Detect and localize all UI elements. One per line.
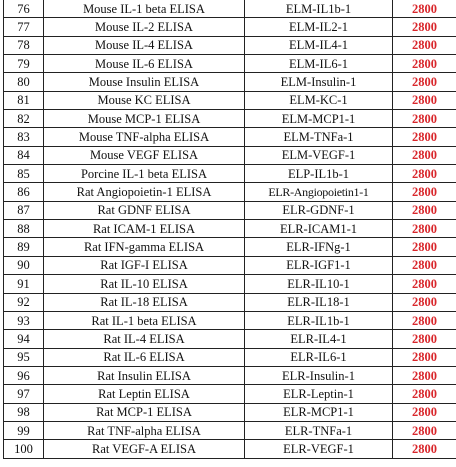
price-cell: 2800 (393, 201, 456, 219)
table-row (4, 256, 456, 274)
product-name-cell: Mouse KC ELISA (44, 91, 245, 109)
row-number-cell: 87 (4, 201, 44, 219)
row-number-cell: 93 (4, 311, 44, 329)
catalog-number-cell: ELR-IL10-1 (245, 275, 393, 293)
product-name-cell: Rat IL-6 ELISA (44, 348, 245, 366)
product-name-cell: Mouse IL-6 ELISA (44, 55, 245, 73)
catalog-number-cell: ELR-IL18-1 (245, 293, 393, 311)
catalog-number-cell: ELR-IGF1-1 (245, 256, 393, 274)
row-number-cell: 80 (4, 73, 44, 91)
product-price-table (3, 0, 456, 459)
catalog-number-cell: ELM-VEGF-1 (245, 146, 393, 164)
table-row (4, 440, 456, 458)
product-name-cell: Rat IL-10 ELISA (44, 275, 245, 293)
price-cell: 2800 (393, 91, 456, 109)
catalog-number-cell: ELR-ICAM1-1 (245, 220, 393, 238)
catalog-number-cell: ELR-VEGF-1 (245, 440, 393, 458)
row-number-cell: 81 (4, 91, 44, 109)
table-row (4, 110, 456, 128)
product-name-cell: Rat VEGF-A ELISA (44, 440, 245, 458)
product-name-cell: Rat ICAM-1 ELISA (44, 220, 245, 238)
product-name-cell: Rat IL-4 ELISA (44, 330, 245, 348)
table-row (4, 18, 456, 36)
price-cell: 2800 (393, 275, 456, 293)
price-cell: 2800 (393, 421, 456, 439)
product-name-cell: Rat IGF-I ELISA (44, 256, 245, 274)
product-name-cell: Rat Insulin ELISA (44, 366, 245, 384)
price-cell: 2800 (393, 183, 456, 201)
catalog-number-cell: ELM-IL6-1 (245, 55, 393, 73)
catalog-number-cell: ELR-GDNF-1 (245, 201, 393, 219)
product-name-cell: Rat Leptin ELISA (44, 385, 245, 403)
table-row (4, 275, 456, 293)
table-row (4, 238, 456, 256)
row-number-cell: 89 (4, 238, 44, 256)
table-row (4, 165, 456, 183)
row-number-cell: 99 (4, 421, 44, 439)
row-number-cell: 96 (4, 366, 44, 384)
row-number-cell: 100 (4, 440, 44, 458)
product-name-cell: Mouse IL-2 ELISA (44, 18, 245, 36)
table-row (4, 385, 456, 403)
price-cell: 2800 (393, 366, 456, 384)
row-number-cell: 88 (4, 220, 44, 238)
row-number-cell: 95 (4, 348, 44, 366)
table-body (4, 0, 456, 458)
table-row (4, 220, 456, 238)
row-number-cell: 91 (4, 275, 44, 293)
row-number-cell: 78 (4, 36, 44, 54)
product-name-cell: Rat IFN-gamma ELISA (44, 238, 245, 256)
price-cell: 2800 (393, 128, 456, 146)
row-number-cell: 82 (4, 110, 44, 128)
catalog-number-cell: ELM-IL1b-1 (245, 0, 393, 18)
price-cell: 2800 (393, 18, 456, 36)
price-cell: 2800 (393, 440, 456, 458)
table-row (4, 0, 456, 18)
price-cell: 2800 (393, 403, 456, 421)
table-row (4, 55, 456, 73)
price-cell: 2800 (393, 165, 456, 183)
price-cell: 2800 (393, 238, 456, 256)
catalog-number-cell: ELM-KC-1 (245, 91, 393, 109)
price-cell: 2800 (393, 256, 456, 274)
row-number-cell: 98 (4, 403, 44, 421)
table-row (4, 311, 456, 329)
price-cell: 2800 (393, 293, 456, 311)
catalog-number-cell: ELM-IL4-1 (245, 36, 393, 54)
catalog-number-cell: ELR-MCP1-1 (245, 403, 393, 421)
table-row (4, 91, 456, 109)
table-row (4, 293, 456, 311)
price-cell: 2800 (393, 55, 456, 73)
product-name-cell: Rat MCP-1 ELISA (44, 403, 245, 421)
catalog-number-cell: ELP-IL1b-1 (245, 165, 393, 183)
catalog-number-cell: ELR-TNFa-1 (245, 421, 393, 439)
product-name-cell: Mouse IL-1 beta ELISA (44, 0, 245, 18)
row-number-cell: 85 (4, 165, 44, 183)
table-row (4, 183, 456, 201)
catalog-number-cell: ELR-IL1b-1 (245, 311, 393, 329)
table-row (4, 128, 456, 146)
row-number-cell: 97 (4, 385, 44, 403)
row-number-cell: 76 (4, 0, 44, 18)
product-name-cell: Rat IL-1 beta ELISA (44, 311, 245, 329)
price-cell: 2800 (393, 0, 456, 18)
price-cell: 2800 (393, 110, 456, 128)
table-row (4, 36, 456, 54)
product-name-cell: Rat TNF-alpha ELISA (44, 421, 245, 439)
product-name-cell: Mouse MCP-1 ELISA (44, 110, 245, 128)
price-cell: 2800 (393, 146, 456, 164)
catalog-number-cell: ELR-Insulin-1 (245, 366, 393, 384)
catalog-number-cell: ELM-MCP1-1 (245, 110, 393, 128)
price-cell: 2800 (393, 220, 456, 238)
product-name-cell: Mouse Insulin ELISA (44, 73, 245, 91)
catalog-number-cell: ELR-IL6-1 (245, 348, 393, 366)
table-row (4, 73, 456, 91)
row-number-cell: 94 (4, 330, 44, 348)
row-number-cell: 79 (4, 55, 44, 73)
row-number-cell: 92 (4, 293, 44, 311)
product-name-cell: Mouse IL-4 ELISA (44, 36, 245, 54)
table-row (4, 201, 456, 219)
product-name-cell: Mouse TNF-alpha ELISA (44, 128, 245, 146)
table-row (4, 366, 456, 384)
table-row (4, 348, 456, 366)
catalog-number-cell: ELR-IFNg-1 (245, 238, 393, 256)
catalog-number-cell: ELM-TNFa-1 (245, 128, 393, 146)
price-cell: 2800 (393, 330, 456, 348)
table-row (4, 146, 456, 164)
table-row (4, 403, 456, 421)
catalog-number-cell: ELR-Leptin-1 (245, 385, 393, 403)
catalog-number-cell: ELM-Insulin-1 (245, 73, 393, 91)
product-name-cell: Rat GDNF ELISA (44, 201, 245, 219)
price-cell: 2800 (393, 73, 456, 91)
table-row (4, 330, 456, 348)
product-name-cell: Rat IL-18 ELISA (44, 293, 245, 311)
row-number-cell: 77 (4, 18, 44, 36)
product-name-cell: Rat Angiopoietin-1 ELISA (44, 183, 245, 201)
catalog-number-cell: ELR-Angiopoietin1-1 (245, 183, 393, 201)
product-name-cell: Porcine IL-1 beta ELISA (44, 165, 245, 183)
table-row (4, 421, 456, 439)
price-cell: 2800 (393, 36, 456, 54)
price-cell: 2800 (393, 348, 456, 366)
catalog-number-cell: ELM-IL2-1 (245, 18, 393, 36)
row-number-cell: 86 (4, 183, 44, 201)
catalog-number-cell: ELR-IL4-1 (245, 330, 393, 348)
row-number-cell: 84 (4, 146, 44, 164)
row-number-cell: 83 (4, 128, 44, 146)
price-cell: 2800 (393, 311, 456, 329)
price-cell: 2800 (393, 385, 456, 403)
product-name-cell: Mouse VEGF ELISA (44, 146, 245, 164)
row-number-cell: 90 (4, 256, 44, 274)
